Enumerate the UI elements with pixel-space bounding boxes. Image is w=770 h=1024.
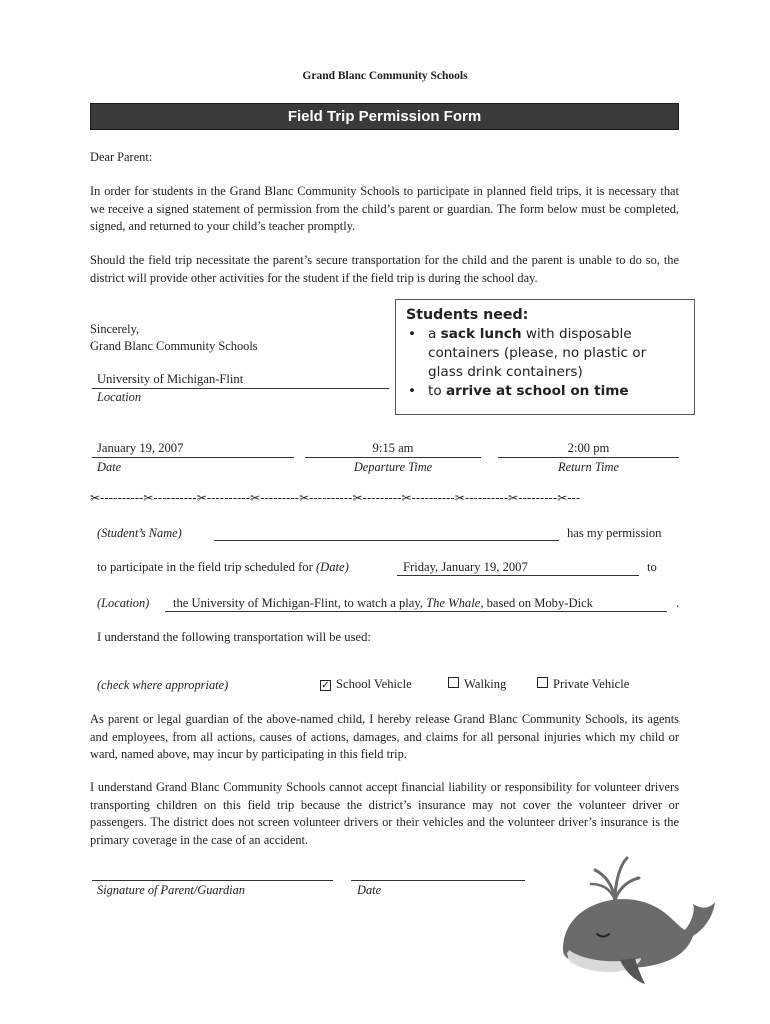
slip-location-label: (Location)	[97, 596, 150, 610]
students-need-box	[395, 299, 695, 415]
whale-illustration	[545, 840, 725, 990]
transport-paragraph: Should the field trip necessitate the parent’s secure transportation for the child and the parent is unable to do so, the district will provide other activities for the student if the field trip is during the school day.	[90, 253, 679, 285]
signer: Grand Blanc Community Schools	[90, 339, 258, 353]
trip-date-field[interactable]: January 19, 2007	[92, 441, 294, 458]
student-name-label: (Student’s Name)	[97, 526, 182, 540]
intro-paragraph: In order for students in the Grand Blanc Community Schools to participate in planned field trips, it is necessary that we receive a signed statement of permission from the child’s parent or guardian. The form below must be completed, signed, and returned to your child’s teacher promptly.	[90, 184, 679, 233]
signature-field[interactable]	[92, 866, 333, 881]
requirement-sack-lunch: • a sack lunch with disposable containers (please, no plastic or glass drink containers)	[406, 325, 684, 382]
location-label: Location	[97, 390, 142, 404]
checkbox-icon-checked[interactable]: ✓	[321, 680, 330, 691]
form-title-bar	[90, 103, 679, 130]
check-instruction: (check where appropriate)	[97, 678, 229, 692]
release-paragraph: As parent or legal guardian of the above-named child, I hereby release Grand Blanc Community Schools, its agents and employees, from all actions, causes of actions, damages, and claims for all personal injuries which my child or ward, named above, may incur by participating in this field trip.	[90, 712, 679, 761]
location-period: .	[676, 596, 680, 610]
requirement-on-time: • to arrive at school on time	[406, 382, 684, 401]
closing: Sincerely,	[90, 322, 140, 336]
signature-label: Signature of Parent/Guardian	[97, 883, 245, 897]
location-field[interactable]: University of Michigan-Flint	[92, 372, 389, 389]
departure-time-label: Departure Time	[353, 460, 433, 474]
checkbox-icon[interactable]	[537, 677, 548, 688]
form-title: Field Trip Permission Form	[287, 108, 482, 125]
slip-date-field[interactable]: Friday, January 19, 2007	[397, 560, 639, 576]
to-text: to	[647, 560, 657, 574]
participate-text: to participate in the field trip scheduled for (Date)	[97, 560, 349, 574]
scissors-cut-line: ✂----------✂----------✂----------✂---------✂----------✂---------✂----------✂----------✂---------✂---	[90, 491, 581, 505]
liability-paragraph: I understand Grand Blanc Community Schools cannot accept financial liability or responsibility for volunteer drivers transporting children on this field trip because the district’s insurance may not cover the volunteer driver or passengers. The district does not screen volunteer drivers or their vehicles and the volunteer driver’s insurance is the primary coverage in the case of an accident.	[90, 780, 679, 847]
transport-text: I understand the following transportation will be used:	[97, 630, 371, 644]
salutation: Dear Parent:	[90, 150, 153, 164]
option-walking[interactable]: Walking	[448, 677, 506, 692]
signature-date-label: Date	[357, 883, 382, 897]
student-name-field[interactable]	[214, 526, 559, 541]
signature-date-field[interactable]	[351, 866, 525, 881]
school-name-header: Grand Blanc Community Schools	[302, 70, 468, 82]
return-time-field[interactable]: 2:00 pm	[498, 441, 679, 458]
option-school-vehicle[interactable]: ✓ School Vehicle	[321, 677, 412, 691]
trip-date-label: Date	[97, 460, 122, 474]
option-private-vehicle[interactable]: Private Vehicle	[537, 677, 629, 692]
departure-time-field[interactable]: 9:15 am	[305, 441, 481, 458]
students-need-heading: Students need:	[406, 307, 529, 323]
has-permission-text: has my permission	[567, 526, 662, 540]
return-time-label: Return Time	[558, 460, 619, 474]
checkbox-icon[interactable]	[448, 677, 459, 688]
slip-location-field[interactable]: the University of Michigan-Flint, to watch a play, The Whale, based on Moby-Dick	[165, 596, 667, 612]
